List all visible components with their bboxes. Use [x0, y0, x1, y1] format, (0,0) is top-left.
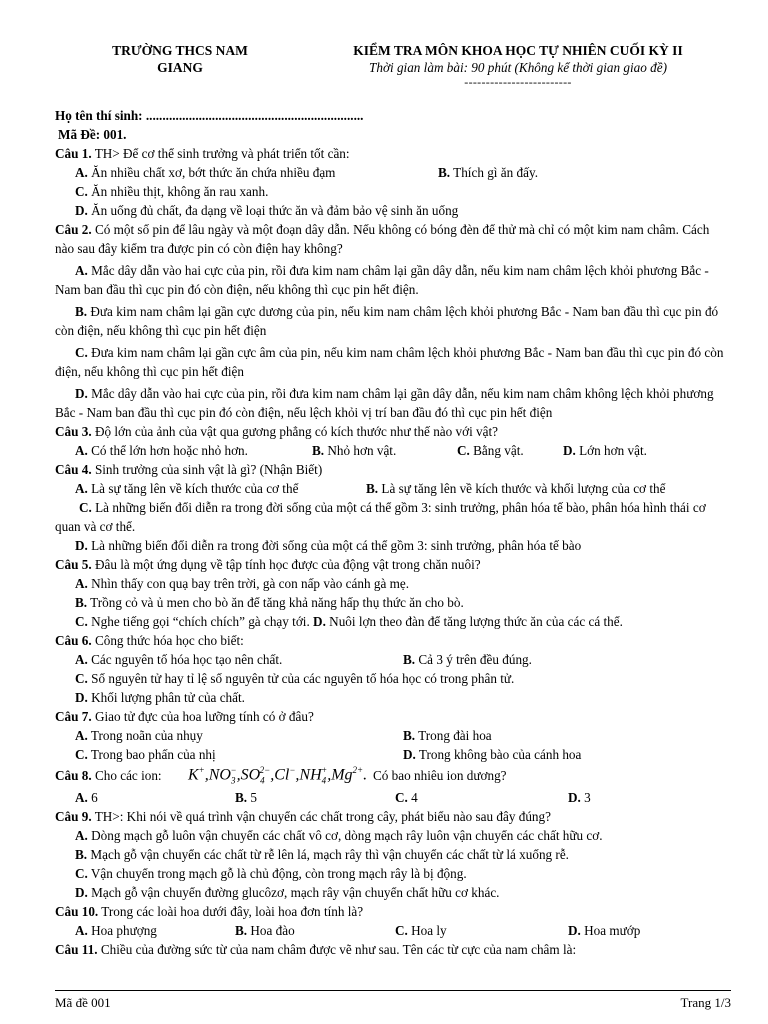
question-number: Câu 7. [55, 709, 92, 724]
question-number: Câu 10. [55, 904, 99, 919]
option-label: D. [568, 790, 581, 805]
options-row [55, 726, 731, 745]
options-row [55, 163, 731, 182]
question-1 [55, 144, 731, 163]
question-number: Câu 6. [55, 633, 92, 648]
option-text: Mắc dây dẫn vào hai cực của pin, rồi đưa kim nam châm lại gần dây dẫn, nếu kim nam châm lệch khỏi phương Bắc - Nam ban đầu thì cục pin đó còn điện, nếu không thì cục pin hết điện. [55, 263, 709, 297]
option-label: A. [75, 481, 88, 496]
options-row [55, 441, 731, 460]
question-number: Câu 5. [55, 557, 92, 572]
school-name-line-2: GIANG [157, 60, 203, 75]
option-a [75, 650, 403, 669]
option-text: Mắc dây dẫn vào hai cực của pin, rồi đưa kim nam châm lại gần dây dẫn, nếu kim nam châm không lệch khỏi phương Bắc - Nam ban đầu thì cục pin đó còn điện, nếu lệch khỏi vị trí ban đầu đó thì cục pin hết điện [55, 386, 714, 420]
option-label: D. [563, 443, 576, 458]
option-label: C. [75, 614, 88, 629]
option-b [55, 302, 731, 340]
question-4 [55, 460, 731, 479]
option-label: C. [75, 671, 88, 686]
school-name [55, 40, 305, 98]
option-c [55, 182, 731, 201]
option-label: A. [75, 923, 88, 938]
question-6 [55, 631, 731, 650]
option-d [55, 384, 731, 422]
option-text: Đưa kim nam châm lại gần cực dương của pin, nếu kim nam châm lệch khỏi phương Bắc - Nam ban đầu thì cục pin đó còn điện, nếu không thì cục pin hết điện [55, 304, 719, 338]
question-number: Câu 2. [55, 222, 92, 237]
question-number: Câu 3. [55, 424, 92, 439]
question-text: Có một số pin để lâu ngày và một đoạn dây dẫn. Nếu không có bóng đèn để thử mà chỉ có một kim nam châm. Cách nào sau đây kiểm tra được pin có còn điện hay không? [55, 222, 710, 256]
option-text: 5 [247, 790, 257, 805]
school-name-line-1: TRƯỜNG THCS NAM [112, 43, 248, 58]
option-text: Nuôi lợn theo đàn để tăng lượng thức ăn của các cá thể. [325, 614, 623, 629]
question-text: TH>: Khi nói về quá trình vận chuyển các chất trong cây, phát biểu nào sau đây đúng? [91, 809, 551, 824]
option-label: D. [403, 747, 416, 762]
option-label: A. [75, 828, 88, 843]
option-label: B. [438, 165, 451, 180]
options-row [55, 745, 731, 764]
exam-info [305, 40, 731, 98]
option-c [457, 441, 563, 460]
page-header [55, 40, 731, 98]
option-b [403, 650, 731, 669]
question-number: Câu 9. [55, 809, 92, 824]
option-label: C. [75, 184, 88, 199]
option-text: Dòng mạch gỗ luôn vận chuyển các chất vô cơ, dòng mạch rây luôn vận chuyển các chất hữu cơ. [87, 828, 603, 843]
question-number: Câu 1. [55, 146, 92, 161]
options-row [55, 921, 731, 940]
option-text: Ăn nhiều chất xơ, bớt thức ăn chứa nhiều đạm [87, 165, 336, 180]
question-text: TH> Để cơ thể sinh trưởng và phát triển tốt cần: [91, 146, 350, 161]
option-c [55, 498, 731, 536]
question-text: Đâu là một ứng dụng về tập tính học được của động vật trong chăn nuôi? [91, 557, 481, 572]
option-text: Trong đài hoa [415, 728, 492, 743]
option-b [312, 441, 457, 460]
exam-title: KIỂM TRA MÔN KHOA HỌC TỰ NHIÊN CUỐI KỲ II [353, 43, 683, 58]
option-a [55, 574, 731, 593]
option-label: A. [75, 443, 88, 458]
option-a [75, 921, 235, 940]
options-row [55, 650, 731, 669]
option-label: C. [395, 790, 408, 805]
question-7 [55, 707, 731, 726]
option-a [75, 726, 403, 745]
option-b [235, 921, 395, 940]
option-d [403, 745, 731, 764]
option-a [55, 261, 731, 299]
option-text: Có thể lớn hơn hoặc nhỏ hơn. [87, 443, 248, 458]
question-text: Cho các ion: [91, 768, 162, 783]
exam-time: Thời gian làm bài: 90 phút (Không kể thời gian giao đề) [369, 60, 667, 75]
option-label: A. [75, 165, 88, 180]
option-a [55, 826, 731, 845]
option-c [75, 614, 310, 629]
question-8 [55, 764, 731, 788]
option-text: Trong bao phấn của nhị [87, 747, 216, 762]
option-label: C. [75, 345, 88, 360]
option-b [368, 163, 731, 182]
header-separator: ------------------------- [464, 75, 572, 89]
option-label: C. [457, 443, 470, 458]
option-text: Thích gì ăn đấy. [450, 165, 538, 180]
option-text: Đưa kim nam châm lại gần cực âm của pin, nếu kim nam châm lệch khỏi phương Bắc - Nam ban đầu thì cục pin đó còn điện, nếu không thì cục pin hết điện [55, 345, 724, 379]
options-row [55, 788, 731, 807]
question-5 [55, 555, 731, 574]
question-text: Chiều của đường sức từ của nam châm được vẽ như sau. Tên các từ cực của nam châm là: [97, 942, 577, 957]
question-9 [55, 807, 731, 826]
option-label: D. [75, 203, 88, 218]
option-text: Hoa ly [407, 923, 447, 938]
footer-exam-code: Mã đề 001 [55, 995, 111, 1010]
option-label: A. [75, 728, 88, 743]
option-text: Trồng cỏ và ủ men cho bò ăn để tăng khả năng hấp thụ thức ăn cho bò. [87, 595, 464, 610]
question-text: Giao tử đực của hoa lưỡng tính có ở đâu? [91, 709, 314, 724]
option-label: A. [75, 576, 88, 591]
footer-page-number: Trang 1/3 [680, 995, 731, 1010]
option-text: Trong noãn của nhụy [87, 728, 203, 743]
option-text: Là những biến đổi diễn ra trong đời sống của một cá thể gồm 3: sinh trưởng, phân hóa tế bào [87, 538, 582, 553]
question-text: Công thức hóa học cho biết: [91, 633, 244, 648]
option-d [568, 921, 640, 940]
option-label: D. [75, 885, 88, 900]
option-text: Hoa phượng [87, 923, 157, 938]
option-label: D. [75, 538, 88, 553]
option-label: B. [403, 728, 416, 743]
question-text: Độ lớn của ảnh của vật qua gương phẳng có kích thước như thế nào với vật? [91, 424, 499, 439]
option-text: Là sự tăng lên về kích thước và khối lượng của cơ thể [378, 481, 666, 496]
ion-formula-list: $K^+,NO_3^-,SO_4^{2-},Cl^-,NH_4^+,Mg^{2+}$. [188, 765, 368, 786]
option-text: Cả 3 ý trên đều đúng. [415, 652, 532, 667]
option-label: B. [366, 481, 379, 496]
option-label: C. [75, 866, 88, 881]
option-label: B. [312, 443, 325, 458]
option-label: A. [75, 263, 88, 278]
question-11 [55, 940, 731, 959]
option-a [75, 163, 368, 182]
question-number: Câu 4. [55, 462, 92, 477]
option-c [55, 669, 731, 688]
option-c [395, 921, 568, 940]
option-label: B. [235, 923, 248, 938]
option-text: Nhỏ hơn vật. [324, 443, 397, 458]
option-c [55, 343, 731, 381]
option-text: Mạch gỗ vận chuyển đường glucôzơ, mạch rây vận chuyển chất hữu cơ khác. [87, 885, 500, 900]
option-label: D. [75, 690, 88, 705]
option-text: Nhìn thấy con quạ bay trên trời, gà con nấp vào cánh gà mẹ. [87, 576, 409, 591]
option-label: B. [75, 595, 88, 610]
option-text: Mạch gỗ vận chuyển các chất từ rễ lên lá, mạch rây thì vận chuyển các chất từ lá xuống rễ. [87, 847, 569, 862]
option-text: 4 [407, 790, 418, 805]
option-d [55, 883, 731, 902]
option-text: Trong không bào của cánh hoa [415, 747, 582, 762]
option-c [395, 788, 568, 807]
option-a [75, 441, 312, 460]
option-c [55, 864, 731, 883]
question-number: Câu 8. [55, 768, 92, 783]
option-label: D. [568, 923, 581, 938]
option-label: C. [395, 923, 408, 938]
option-text: Ăn uống đủ chất, đa dạng về loại thức ăn và đảm bảo vệ sinh ăn uống [87, 203, 459, 218]
question-10 [55, 902, 731, 921]
option-text: Bằng vật. [469, 443, 524, 458]
option-b [403, 726, 731, 745]
option-text: Hoa đào [247, 923, 295, 938]
option-d [568, 788, 591, 807]
options-row [55, 612, 731, 631]
option-d [55, 201, 731, 220]
option-label: D. [313, 614, 326, 629]
option-label: D. [75, 386, 88, 401]
option-text: Vận chuyển trong mạch gỗ là chủ động, còn trong mạch rây là bị động. [87, 866, 467, 881]
option-text: Là những biến đổi diễn ra trong đời sống của một cá thể gồm 3: sinh trưởng, phân hóa tế bào, phân hóa hình thái cơ quan và cơ thể. [55, 500, 706, 534]
option-label: C. [75, 747, 88, 762]
option-text: 3 [580, 790, 591, 805]
option-text: Là sự tăng lên về kích thước của cơ thể [87, 481, 299, 496]
option-text: 6 [87, 790, 98, 805]
question-text: Trong các loài hoa dưới đây, loài hoa đơn tính là? [98, 904, 364, 919]
option-b [55, 845, 731, 864]
question-text: Sinh trưởng của sinh vật là gì? (Nhận Biết) [91, 462, 323, 477]
exam-code: Mã Đề: 001. [58, 127, 127, 142]
exam-page [55, 40, 731, 959]
option-d [313, 614, 623, 629]
option-d [55, 536, 731, 555]
option-label: B. [75, 304, 88, 319]
option-label: B. [403, 652, 416, 667]
option-a [75, 479, 366, 498]
question-text-continued: Có bao nhiêu ion dương? [373, 768, 507, 783]
option-label: C. [79, 500, 92, 515]
option-text: Hoa mướp [580, 923, 641, 938]
footer-divider [55, 990, 731, 991]
question-3 [55, 422, 731, 441]
option-text: Lớn hơn vật. [575, 443, 647, 458]
option-text: Khối lượng phân tử của chất. [87, 690, 245, 705]
option-label: A. [75, 790, 88, 805]
option-b [55, 593, 731, 612]
option-d [563, 441, 647, 460]
option-label: B. [235, 790, 248, 805]
option-text: Số nguyên tử hay tỉ lệ số nguyên tử của các nguyên tố hóa học có trong phân tử. [87, 671, 515, 686]
option-text: Nghe tiếng gọi “chích chích” gà chạy tới. [87, 614, 310, 629]
option-d [55, 688, 731, 707]
question-2 [55, 220, 731, 258]
option-text: Ăn nhiều thịt, không ăn rau xanh. [87, 184, 269, 199]
options-row [55, 479, 731, 498]
student-name-line: Họ tên thí sinh: .................................................................. [55, 108, 364, 123]
question-number: Câu 11. [55, 942, 98, 957]
option-label: B. [75, 847, 88, 862]
option-label: A. [75, 652, 88, 667]
option-b [366, 479, 665, 498]
page-footer [55, 993, 731, 1012]
option-text: Các nguyên tố hóa học tạo nên chất. [87, 652, 283, 667]
